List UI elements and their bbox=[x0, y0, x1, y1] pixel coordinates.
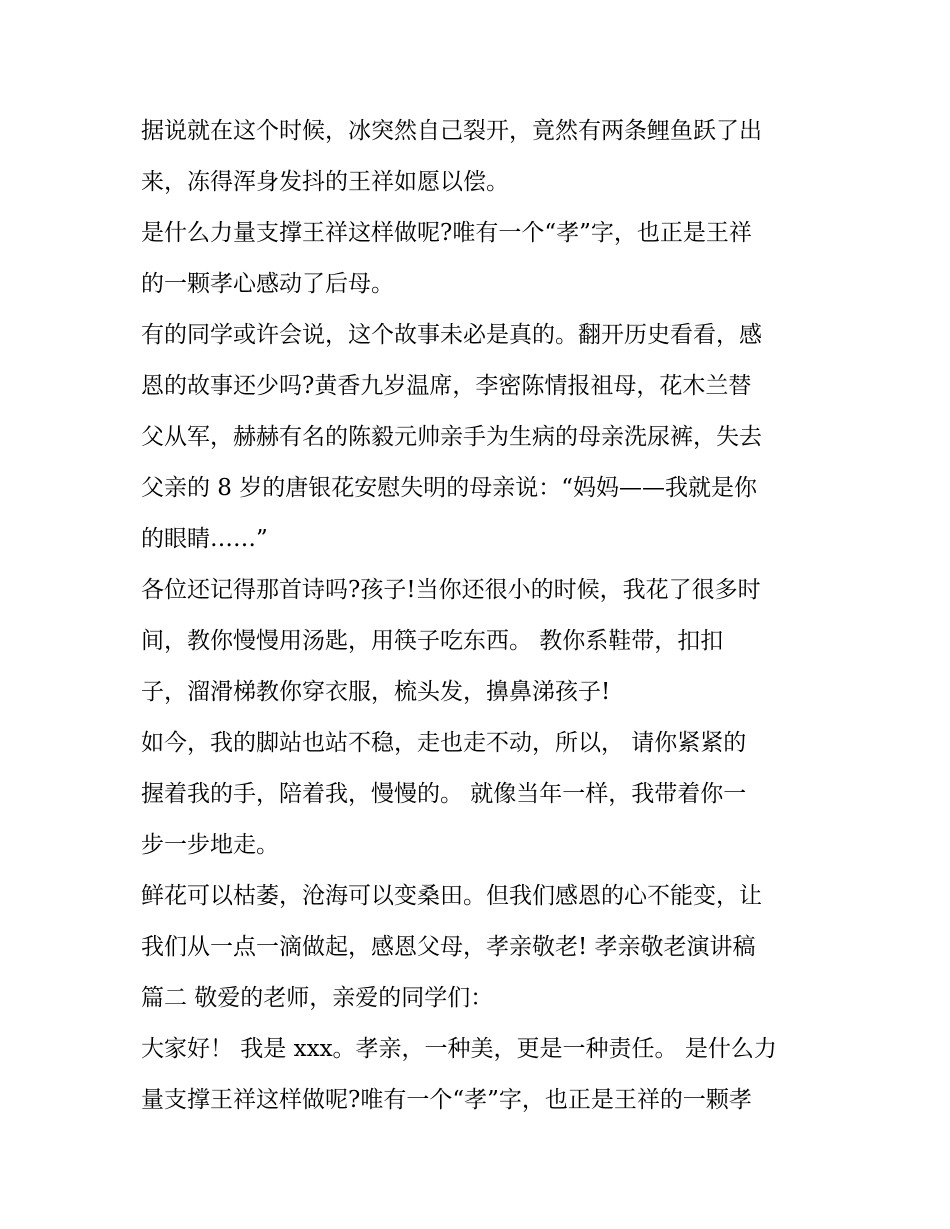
text-line: 父亲的 8 岁的唐银花安慰失明的母亲说：“妈妈——我就是你 bbox=[141, 475, 758, 501]
text-line: 父从军，赫赫有名的陈毅元帅亲手为生病的母亲洗尿裤，失去 bbox=[141, 424, 762, 450]
document-body bbox=[141, 106, 821, 1126]
text-line: 子，溜滑梯教你穿衣服，梳头发，擤鼻涕孩子! bbox=[141, 679, 611, 705]
text-line: 恩的故事还少吗?黄香九岁温席，李密陈情报祖母，花木兰替 bbox=[141, 373, 752, 399]
text-line: 如今，我的脚站也站不稳，走也走不动，所以， 请你紧紧的 bbox=[141, 730, 747, 756]
text-line: 间，教你慢慢用汤匙，用筷子吃东西。 教你系鞋带，扣扣 bbox=[141, 628, 724, 654]
text-line: 的一颗孝心感动了后母。 bbox=[141, 271, 394, 297]
text-line: 的眼睛……” bbox=[141, 526, 268, 552]
text-line: 握着我的手，陪着我，慢慢的。 就像当年一样，我带着你一 bbox=[141, 781, 747, 807]
text-line: 是什么力量支撑王祥这样做呢?唯有一个“孝”字，也正是王祥 bbox=[141, 220, 752, 246]
text-line: 有的同学或许会说，这个故事未必是真的。翻开历史看看，感 bbox=[141, 322, 762, 348]
text-line: 据说就在这个时候，冰突然自己裂开，竟然有两条鲤鱼跃了出 bbox=[141, 118, 762, 144]
text-line: 大家好！ 我是 xxx。孝亲，一种美，更是一种责任。 是什么力 bbox=[141, 1036, 777, 1062]
text-line: 步一步地走。 bbox=[141, 832, 279, 858]
text-line: 篇二 敬爱的老师，亲爱的同学们： bbox=[141, 985, 494, 1011]
text-line: 各位还记得那首诗吗?孩子!当你还很小的时候，我花了很多时 bbox=[141, 577, 761, 603]
text-line: 来，冻得浑身发抖的王祥如愿以偿。 bbox=[141, 169, 509, 195]
text-line: 量支撑王祥这样做呢?唯有一个“孝”字，也正是王祥的一颗孝 bbox=[141, 1087, 752, 1113]
text-line: 鲜花可以枯萎，沧海可以变桑田。但我们感恩的心不能变，让 bbox=[141, 883, 762, 909]
text-line: 我们从一点一滴做起，感恩父母，孝亲敬老! 孝亲敬老演讲稿 bbox=[141, 934, 756, 960]
